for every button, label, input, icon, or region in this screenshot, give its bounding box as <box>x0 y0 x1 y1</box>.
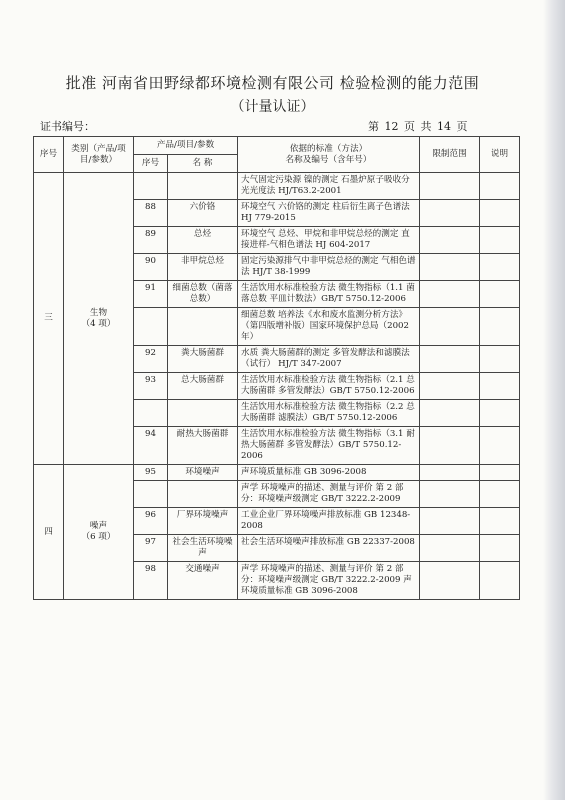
item-note <box>480 562 520 600</box>
item-name: 总烃 <box>168 227 238 254</box>
item-limit <box>420 227 480 254</box>
table-row <box>34 173 520 200</box>
item-name: 六价铬 <box>168 200 238 227</box>
group-category-count: （4 项） <box>81 318 116 329</box>
group-category <box>64 465 134 600</box>
item-name: 总大肠菌群 <box>168 373 238 400</box>
item-note <box>480 400 520 427</box>
header-standard-line2: 名称及编号（含年号） <box>285 154 372 165</box>
item-limit <box>420 535 480 562</box>
item-limit <box>420 481 480 508</box>
item-name <box>168 308 238 346</box>
item-number: 96 <box>134 508 168 535</box>
item-standard: 声学 环境噪声的描述、测量与评价 第 2 部分：环境噪声级测定 GB/T 3222.2-2009 <box>238 481 420 508</box>
item-name: 交通噪声 <box>168 562 238 600</box>
page-indicator: 第 12 页 共 14 页 <box>368 120 468 133</box>
item-number: 93 <box>134 373 168 400</box>
item-standard: 大气固定污染源 镍的测定 石墨炉原子吸收分光光度法 HJ/T63.2-2001 <box>238 173 420 200</box>
item-note <box>480 281 520 308</box>
header-sub-seq: 序号 <box>134 155 168 173</box>
item-number: 88 <box>134 200 168 227</box>
item-standard: 生活饮用水标准检验方法 微生物指标（3.1 耐热大肠菌群 多管发酵法）GB/T 5750.12-2006 <box>238 427 420 465</box>
item-note <box>480 373 520 400</box>
item-number: 97 <box>134 535 168 562</box>
item-note <box>480 535 520 562</box>
item-name <box>168 173 238 200</box>
item-note <box>480 227 520 254</box>
item-name: 耐热大肠菌群 <box>168 427 238 465</box>
item-standard: 生活饮用水标准检验方法 微生物指标（1.1 菌落总数 平皿计数法）GB/T 5750.12-2006 <box>238 281 420 308</box>
item-standard: 环境空气 总烃、甲烷和非甲烷总烃的测定 直接进样-气相色谱法 HJ 604-2017 <box>238 227 420 254</box>
group-category-name: 噪声 <box>89 521 108 531</box>
item-standard: 环境空气 六价铬的测定 柱后衍生离子色谱法 HJ 779-2015 <box>238 200 420 227</box>
item-name <box>168 481 238 508</box>
item-limit <box>420 281 480 308</box>
item-note <box>480 427 520 465</box>
item-name: 厂界环境噪声 <box>168 508 238 535</box>
item-limit <box>420 308 480 346</box>
item-limit <box>420 200 480 227</box>
item-number <box>134 481 168 508</box>
header-limit: 限制范围 <box>420 137 480 173</box>
item-limit <box>420 508 480 535</box>
item-note <box>480 200 520 227</box>
header-standard-line1: 依据的标准（方法） <box>289 143 368 154</box>
item-standard: 声环境质量标准 GB 3096-2008 <box>238 465 420 481</box>
group-category-count: （6 项） <box>81 532 116 542</box>
item-name: 非甲烷总烃 <box>168 254 238 281</box>
header-seq: 序号 <box>34 137 64 173</box>
table-row <box>34 465 520 481</box>
item-standard: 水质 粪大肠菌群的测定 多管发酵法和滤膜法（试行） HJ/T 347-2007 <box>238 346 420 373</box>
group-seq: 三 <box>34 173 64 465</box>
page-edge-shadow <box>543 0 565 800</box>
item-number <box>134 400 168 427</box>
item-name: 粪大肠菌群 <box>168 346 238 373</box>
item-note <box>480 173 520 200</box>
document-subtitle: （计量认证） <box>230 99 315 115</box>
item-standard: 细菌总数 培养法《水和废水监测分析方法》（第四版增补版）国家环境保护总局（2002 年） <box>238 308 420 346</box>
item-limit <box>420 427 480 465</box>
certificate-number-label: 证书编号： <box>40 120 95 133</box>
item-number: 95 <box>134 465 168 481</box>
item-number: 89 <box>134 227 168 254</box>
item-limit <box>420 346 480 373</box>
item-number: 98 <box>134 562 168 600</box>
header-name: 名 称 <box>168 155 238 173</box>
item-note <box>480 465 520 481</box>
capability-table <box>33 136 520 600</box>
item-standard: 生活饮用水标准检验方法 微生物指标（2.1 总大肠菌群 多管发酵法）GB/T 5750.12-2006 <box>238 373 420 400</box>
item-limit <box>420 400 480 427</box>
header-product-group: 产品/项目/参数 <box>134 137 238 155</box>
item-note <box>480 481 520 508</box>
item-number <box>134 308 168 346</box>
group-category <box>64 173 134 465</box>
group-seq: 四 <box>34 465 64 600</box>
item-number: 94 <box>134 427 168 465</box>
item-number <box>134 173 168 200</box>
header-note: 说明 <box>480 137 520 173</box>
item-limit <box>420 373 480 400</box>
item-standard: 声学 环境噪声的描述、测量与评价 第 2 部分：环境噪声级测定 GB/T 3222.2-2009 声环境质量标准 GB 3096-2008 <box>238 562 420 600</box>
item-number: 91 <box>134 281 168 308</box>
item-name <box>168 400 238 427</box>
item-name: 社会生活环境噪声 <box>168 535 238 562</box>
item-standard: 生活饮用水标准检验方法 微生物指标（2.2 总大肠菌群 滤膜法）GB/T 5750.12-2006 <box>238 400 420 427</box>
item-standard: 社会生活环境噪声排放标准 GB 22337-2008 <box>238 535 420 562</box>
item-number: 90 <box>134 254 168 281</box>
header-category: 类别（产品/项目/参数） <box>64 137 134 173</box>
group-category-name: 生物 <box>89 307 108 318</box>
item-limit <box>420 465 480 481</box>
item-note <box>480 254 520 281</box>
item-limit <box>420 562 480 600</box>
item-name: 细菌总数（菌落总数） <box>168 281 238 308</box>
document-title: 批准 河南省田野绿都环境检测有限公司 检验检测的能力范围 <box>65 74 480 92</box>
item-standard: 工业企业厂界环境噪声排放标准 GB 12348-2008 <box>238 508 420 535</box>
item-number: 92 <box>134 346 168 373</box>
header-standard <box>238 137 420 173</box>
item-note <box>480 508 520 535</box>
item-limit <box>420 173 480 200</box>
item-standard: 固定污染源排气中非甲烷总烃的测定 气相色谱法 HJ/T 38-1999 <box>238 254 420 281</box>
item-note <box>480 346 520 373</box>
item-limit <box>420 254 480 281</box>
item-note <box>480 308 520 346</box>
item-name: 环境噪声 <box>168 465 238 481</box>
